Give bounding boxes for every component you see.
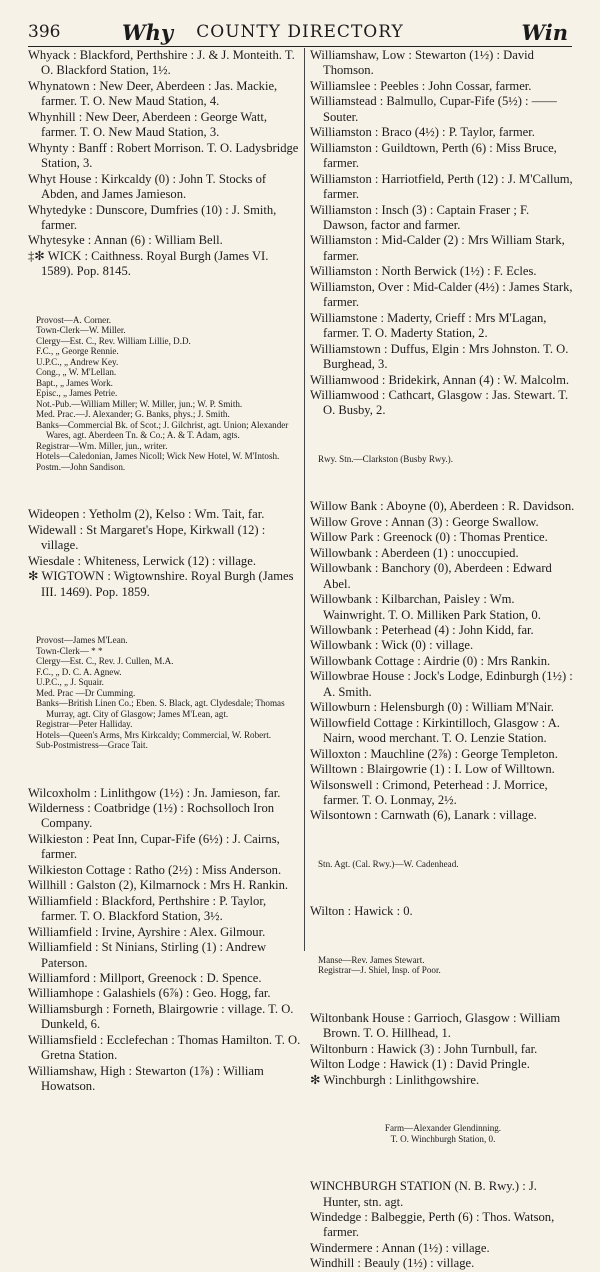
directory-entry: Williamshaw, High : Stewarton (1⅞) : William Howatson. <box>28 1063 264 1094</box>
directory-entry: ✻ WIGTOWN : Wigtownshire. Royal Burgh (James III. 1469). Pop. 1859. <box>28 569 294 599</box>
directory-entry: Willowbank Cottage : Airdrie (0) : Mrs Rankin. <box>310 653 551 668</box>
sub-entry: Registrar—J. Shiel, Insp. of Poor. <box>318 965 441 976</box>
directory-entry: Williamston : North Berwick (1½) : F. Ecles. <box>310 264 537 279</box>
directory-entry: Windermere : Annan (1½) : village. <box>310 1240 490 1255</box>
sub-entry: T. O. Winchburgh Station, 0. <box>390 1133 496 1144</box>
sub-entry: Stn. Agt. (Cal. Rwy.)—W. Cadenhead. <box>318 858 459 869</box>
spacer <box>28 488 302 491</box>
sub-entry: Hotels—Caledonian, James Nicoll; Wick New Hotel, W. M'Intosh. <box>36 451 280 462</box>
sub-entry: Town-Clerk— * * <box>36 645 103 656</box>
sub-entry: Banks—British Linen Co.; Eben. S. Black, agt. Clydesdale; Thomas Murray, agt. City of Glasgow; James M'Lean, agt. <box>36 698 285 719</box>
directory-entry: Wilcoxholm : Linlithgow (1½) : Jn. Jamieson, far. <box>28 785 281 800</box>
directory-entry: Willow Grove : Annan (3) : George Swallow. <box>310 514 539 529</box>
directory-entry: Willowbank : Aberdeen (1) : unoccupied. <box>310 545 519 560</box>
sub-entry: Manse—Rev. James Stewart. <box>318 954 425 965</box>
directory-entry: Willowbank : Banchory (0), Aberdeen : Edward Abel. <box>310 561 552 591</box>
sub-entry: Provost—A. Corner. <box>36 314 112 325</box>
spacer <box>28 616 302 619</box>
page-number: 396 <box>28 22 61 42</box>
directory-entry: Windedge : Balbeggie, Perth (6) : Thos. Watson, farmer. <box>310 1210 555 1240</box>
directory-entry: Williamwood : Bridekirk, Annan (4) : W. Malcolm. <box>310 372 570 387</box>
directory-entry: Willowfield Cottage : Kirkintilloch, Glasgow : A. Nairn, wood merchant. T. O. Lenzie Station. <box>310 715 560 746</box>
spacer <box>310 840 576 843</box>
directory-entry: Williamston : Guildtown, Perth (6) : Miss Bruce, farmer. <box>310 140 557 171</box>
directory-entry: Whynhill : New Deer, Aberdeen : George Watt, farmer. T. O. New Maud Station, 3. <box>28 109 267 140</box>
directory-entry: Willowbank : Peterhead (4) : John Kidd, far. <box>310 623 534 637</box>
directory-entry: Williamston : Harriotfield, Perth (12) : J. M'Callum, farmer. <box>310 171 573 202</box>
sub-entry: Banks—Commercial Bk. of Scot.; J. Gilchrist, agt. Union; Alexander Wares, agt. Aberdeen Tn. & Co.; A. & T. Adam, agts. <box>36 419 289 441</box>
directory-entry: Wilkieston : Peat Inn, Cupar-Fife (6½) : J. Cairns, farmer. <box>28 831 280 862</box>
sub-entry: Registrar—Peter Halliday. <box>36 719 133 730</box>
directory-entry: Williamston, Over : Mid-Calder (4½) : James Stark, farmer. <box>310 279 573 310</box>
directory-entry: Wilsontown : Carnwath (6), Lanark : village. <box>310 808 537 823</box>
column-divider <box>304 48 305 951</box>
spacer <box>28 767 302 770</box>
spacer <box>310 885 576 888</box>
directory-entry: Willtown : Blairgowrie (1) : I. Low of Willtown. <box>310 762 555 777</box>
right-column <box>306 48 576 1271</box>
directory-entry: Willow Bank : Aboyne (0), Aberdeen : R. Davidson. <box>310 499 575 514</box>
sub-entry: Sub-Postmistress—Grace Tait. <box>36 740 148 751</box>
sub-entry: Postm.—John Sandison. <box>36 461 126 472</box>
directory-entry: Williamhope : Galashiels (6⅞) : Geo. Hogg, far. <box>28 986 271 1001</box>
sub-entry: F.C., „ D. C. A. Agnew. <box>36 666 122 677</box>
directory-entry: Wilton Lodge : Hawick (1) : David Pringle. <box>310 1057 530 1072</box>
sub-entry: U.P.C., „ Andrew Key. <box>36 356 119 367</box>
directory-entry: Williamstead : Balmullo, Cupar-Fife (5½) : —— Souter. <box>310 94 557 124</box>
spacer <box>310 435 576 438</box>
directory-entry: Willhill : Galston (2), Kilmarnock : Mrs H. Rankin. <box>28 878 289 893</box>
directory-entry: Widewall : St Margaret's Hope, Kirkwall (12) : village. <box>28 522 266 553</box>
directory-entry: ✻ Winchburgh : Linlithgowshire. <box>310 1072 480 1087</box>
sub-entry: Farm—Alexander Glendinning. <box>384 1123 502 1134</box>
directory-entry: Windhill : Beauly (1½) : village. <box>310 1256 475 1271</box>
spacer <box>310 1104 576 1107</box>
directory-entry: Williamford : Millport, Greenock : D. Spence. <box>28 970 262 985</box>
running-head-left: Why <box>122 20 174 45</box>
running-head-title: COUNTY DIRECTORY <box>196 22 404 42</box>
running-head-right: Win <box>521 20 568 45</box>
sub-entry: Not.-Pub.—William Miller; W. Miller, jun.; W. P. Smith. <box>36 398 243 409</box>
directory-entry: Williamsfield : Ecclefechan : Thomas Hamilton. T. O. Gretna Station. <box>28 1032 301 1063</box>
sub-entry: Bapt., „ James Work. <box>36 377 113 388</box>
directory-entry: Whyack : Blackford, Perthshire : J. & J. Monteith. T. O. Blackford Station, 1½. <box>28 48 295 78</box>
spacer <box>310 480 576 483</box>
sub-entry: Hotels—Queen's Arms, Mrs Kirkcaldy; Commercial, W. Robert. <box>36 729 272 740</box>
directory-entry: Williamfield : Blackford, Perthshire : P. Taylor, farmer. T. O. Blackford Station, 3½. <box>28 893 267 924</box>
spacer <box>310 992 576 995</box>
directory-entry: Wilton : Hawick : 0. <box>310 904 413 919</box>
sub-entry: Provost—James M'Lean. <box>36 635 128 646</box>
directory-entry: Wiesdale : Whiteness, Lerwick (12) : village. <box>28 553 256 568</box>
directory-entry: Williamwood : Cathcart, Glasgow : Jas. Stewart. T. O. Busby, 2. <box>310 387 569 418</box>
directory-entry: Wilsonswell : Crimond, Peterhead : J. Morrice, farmer. T. O. Lonmay, 2½. <box>310 777 548 807</box>
directory-entry: Willowburn : Helensburgh (0) : William M'Nair. <box>310 700 554 715</box>
sub-entry: Town-Clerk—W. Miller. <box>36 325 126 336</box>
page-header <box>28 20 572 47</box>
directory-entry: Williamstown : Duffus, Elgin : Mrs Johnston. T. O. Burghead, 3. <box>310 341 569 372</box>
sub-entry: Cong., „ W. M'Lellan. <box>36 367 117 378</box>
directory-entry: Williamston : Insch (3) : Captain Fraser ; F. Dawson, factor and farmer. <box>310 202 530 232</box>
directory-entry: Williamston : Mid-Calder (2) : Mrs William Stark, farmer. <box>310 233 565 263</box>
sub-entry: Clergy—Est. C., Rev. J. Cullen, M.A. <box>36 656 174 667</box>
directory-entry: Willowbank : Kilbarchan, Paisley : Wm. Wainwright. T. O. Milliken Park Station, 0. <box>310 592 541 622</box>
sub-entry: F.C., „ George Rennie. <box>36 346 119 357</box>
sub-entry: Rwy. Stn.—Clarkston (Busby Rwy.). <box>318 453 453 464</box>
directory-entry: Williamston : Braco (4½) : P. Taylor, farmer. <box>310 125 535 140</box>
sub-entry: Med. Prac —Dr Cumming. <box>36 687 136 698</box>
directory-entry: ‡✻ WICK : Caithness. Royal Burgh (James VI. 1589). Pop. 8145. <box>28 248 269 279</box>
spacer <box>28 296 302 299</box>
directory-entry: Willow Park : Greenock (0) : Thomas Prentice. <box>310 530 548 545</box>
directory-entry: Williamsburgh : Forneth, Blairgowrie : village. T. O. Dunkeld, 6. <box>28 1001 294 1032</box>
directory-entry: Williamstone : Maderty, Crieff : Mrs M'Lagan, farmer. T. O. Maderty Station, 2. <box>310 310 547 341</box>
left-column <box>28 48 306 1094</box>
directory-entry: Whytesyke : Annan (6) : William Bell. <box>28 233 223 248</box>
directory-entry: WINCHBURGH STATION (N. B. Rwy.) : J. Hunter, stn. agt. <box>310 1179 537 1209</box>
directory-entry: Wilderness : Coatbridge (1½) : Rochsolloch Iron Company. <box>28 800 275 831</box>
directory-entry: Wiltonbank House : Garrioch, Glasgow : William Brown. T. O. Hillhead, 1. <box>310 1010 561 1041</box>
directory-entry: Wiltonburn : Hawick (3) : John Turnbull, far. <box>310 1041 538 1056</box>
spacer <box>310 1160 576 1163</box>
sub-entry: U.P.C., „ J. Squair. <box>36 677 104 688</box>
directory-entry: Williamfield : Irvine, Ayrshire : Alex. Gilmour. <box>28 924 266 939</box>
directory-entry: Wideopen : Yetholm (2), Kelso : Wm. Tait, far. <box>28 507 265 522</box>
sub-entry: Med. Prac.—J. Alexander; G. Banks, phys.; J. Smith. <box>36 409 230 420</box>
directory-entry: Wilkieston Cottage : Ratho (2½) : Miss Anderson. <box>28 862 282 877</box>
directory-entry: Whytedyke : Dunscore, Dumfries (10) : J. Smith, farmer. <box>28 202 277 232</box>
sub-entry: Clergy—Est. C., Rev. William Lillie, D.D. <box>36 335 191 346</box>
directory-entry: Whyt House : Kirkcaldy (0) : John T. Stocks of Abden, and James Jamieson. <box>28 171 267 202</box>
directory-entry: Willowbank : Wick (0) : village. <box>310 638 474 653</box>
sub-entry: Episc., „ James Petrie. <box>36 388 118 399</box>
directory-entry: Williamslee : Peebles : John Cossar, farmer. <box>310 78 532 93</box>
directory-entry: Whynatown : New Deer, Aberdeen : Jas. Mackie, farmer. T. O. New Maud Station, 4. <box>28 78 278 109</box>
directory-entry: Willoxton : Mauchline (2⅞) : George Templeton. <box>310 746 558 761</box>
directory-entry: Williamshaw, Low : Stewarton (1½) : David Thomson. <box>310 48 534 78</box>
sub-entry: Registrar—Wm. Miller, jun., writer. <box>36 440 168 451</box>
spacer <box>310 936 576 939</box>
directory-entry: Willowbrae House : Jock's Lodge, Edinburgh (1½) : A. Smith. <box>310 669 573 699</box>
directory-entry: Whynty : Banff : Robert Morrison. T. O. Ladysbridge Station, 3. <box>28 140 299 171</box>
directory-entry: Williamfield : St Ninians, Stirling (1) : Andrew Paterson. <box>28 940 267 970</box>
